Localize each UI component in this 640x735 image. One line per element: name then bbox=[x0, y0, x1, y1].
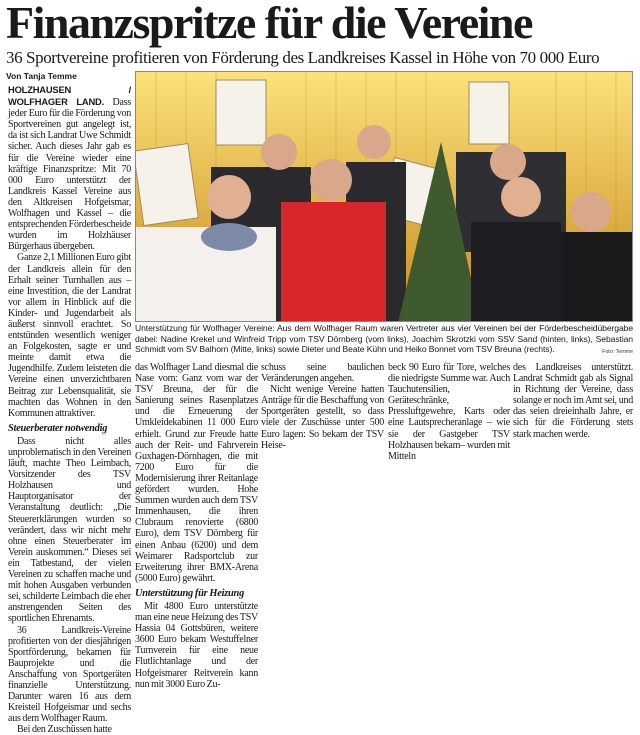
paragraph: schuss seine baulichen Veränderungen angehen. bbox=[261, 362, 384, 385]
subheading: Unterstützung für Heizung bbox=[135, 587, 245, 599]
subtitle: 36 Sportvereine profitieren von Förderung des Landkreises Kassel in Höhe von 70 000 Euro bbox=[6, 48, 600, 67]
photo-image bbox=[136, 72, 633, 322]
paragraph: Ganze 2,1 Millionen Euro gibt der Landkreis allein für den Erhalt seiner Turnhallen aus – eine Investition, die der Landrat vor allem in Hinblick auf die Kinder- und Jugendarbeit als äußerst sinnvoll erachtet. So entstünden wesentlich weniger an Folgekosten, sagte er und meinte damit etwa die Jugendhilfe. Zudem leisteten die Vereine einen unverzichtbaren Beitrag zur Lebensqualität, sie machten das Wohnen in den Kommunen attraktiver. bbox=[8, 252, 131, 419]
paragraph bbox=[8, 84, 131, 252]
paragraph: beck 90 Euro für Tore, welches die niedrigste Summe war. Auch Tauchutensilien, Geräteschränke, Pressluftgewehre, Karts oder eine Lautsprecheranlage – wie sie der Gastgeber TSV Holzhausen bekam– wurden mit Mitteln bbox=[388, 362, 510, 462]
byline: Von Tanja Temme bbox=[6, 71, 77, 81]
photo-credit: Foto: Temme bbox=[602, 349, 633, 356]
paragraph: Dass nicht alles unproblematisch in den Vereinen läuft, machte Theo Leimbach, Vorsitzender des TSV Holzhausen und Hauptorganisator der Veranstaltung deutlich: „Die Steuererklärungen wurden so verändert, dass wir nicht mehr ohne einen Steuerberater im Verein auskommen.“ Dieses sei ein Tatbestand, der vielen Vereinen zu schaffen mache und mit hohen Ausgaben verbunden sei, schilderte Leimbach die eher anstrengenden Seiten des sportlichen Ehrenamts. bbox=[8, 435, 131, 625]
paragraph: Mit 4800 Euro unterstützte man eine neue Heizung des TSV Hassia 04 Gottsbüren, weitere 3600 Euro bekam Westuffelner Turnverein für eine neue Flutlichtanlage und der Hofgeismarer Reitverein kann nun mit 3000 Euro Zu- bbox=[135, 600, 258, 690]
column-3 bbox=[261, 362, 384, 451]
caption-text: Unterstützung für Wolfhager Vereine: Aus dem Wolfhager Raum waren Vertreter aus vier Vereinen bei der Förderbescheidübergabe dabei: Nadine Krekel und Winfreid Tripp vom TSV Dörnberg (vom links), Joachim Skrotzki vom SSV Sand (hinten, links), Sebastian Schmidt vom SV Balhorn (Mitte, links) sowie Dieter und Beate Kühn und Heiko Bonnet vom TSV Breuna (rechts). bbox=[135, 323, 633, 355]
paragraph-text: Dass jeder Euro für die Förderung von Sportvereinen gut angelegt ist, da ist sich Landrat Uwe Schmidt sicher. Auch dieses Jahr gab es für die Vereine wieder eine kräftige Finanzspritze: Mit 70 000 Euro unterstützt der Landkreis Kassel Vereine aus den Altkreisen Hofgeismar, Wolfhagen und Kassel – die entsprechenden Förderbescheide wurden im Holzhäuser Bürgerhaus übergeben. bbox=[8, 97, 131, 253]
paragraph: 36 Landkreis-Vereine profitierten von der diesjährigen Sportförderung, bekamen für Bauprojekte und die Anschaffung von Sportgeräten finanzielle Unterstützung. Darunter waren 16 aus dem Kreisteil Hofgeismar und sechs aus dem Wolfhager Raum. bbox=[8, 624, 131, 725]
paragraph: des Landkreises unterstützt. Landrat Schmidt gab als Signal in Richtung der Vereine, dass solange er noch im Amt sei, und das seien dreieinhalb Jahre, er sich für die Förderung stets stark machen werde. bbox=[513, 362, 633, 440]
column-1 bbox=[8, 84, 131, 735]
dateline: HOLZHAUSEN / WOLFHAGER LAND. bbox=[8, 84, 131, 108]
headline: Finanzspritze für die Vereine bbox=[6, 0, 532, 48]
paragraph: Bei den Zuschüssen hatte bbox=[17, 724, 112, 735]
paragraph: Nicht wenige Vereine hatten Anträge für die Beschaffung von Sportgeräten gestellt, so dass viele der Zuschüsse unter 500 Euro lagen: So bekam der TSV Heise- bbox=[261, 384, 384, 451]
photo-caption bbox=[135, 323, 633, 358]
column-2 bbox=[135, 362, 258, 690]
subheading: Steuerberater notwendig bbox=[8, 422, 108, 434]
column-4 bbox=[388, 362, 510, 462]
column-5 bbox=[513, 362, 633, 440]
article-photo bbox=[135, 71, 633, 322]
paragraph: das Wolfhager Land diesmal die Nase vorn: Ganz vorn war der TSV Breuna, der für die Sanierung seines Rasenplatzes und die Erneuerung der Umkleidekabinen 11 000 Euro erhielt. Grund zur Freude hatte auch der Reit- und Fahrverein Guxhagen-Dörnhagen, die mit 7200 Euro für die Modernisierung ihrer Reitanlage gefördert wurden. Hohe Summen wurden auch dem TSV Immenhausen, die ihren Clubraum renovierte (6800 Euro), dem TSV Dörnberg für einen Anbau (6200) und dem Weimarer Radsportclub zur Erweiterung ihrer BMX-Arena (5000 Euro) gewährt. bbox=[135, 362, 258, 584]
